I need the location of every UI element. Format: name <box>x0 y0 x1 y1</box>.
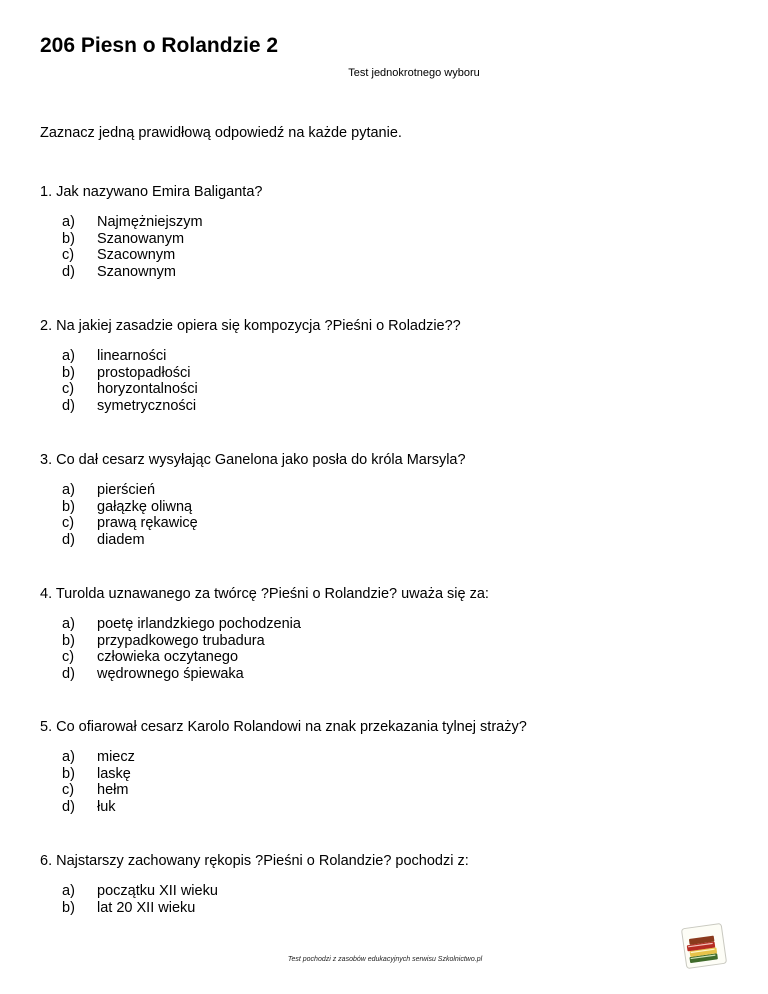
question-1 <box>40 184 262 281</box>
question-text: 1. Jak nazywano Emira Baliganta? <box>40 184 263 200</box>
answer-letter: d) <box>62 799 75 816</box>
answer-text: Najmężniejszym <box>97 214 203 230</box>
answer-letter: d) <box>62 666 75 683</box>
answer-text: diadem <box>97 532 145 549</box>
books-stack-icon <box>680 922 728 970</box>
answer-text: gałązkę oliwną <box>97 498 193 515</box>
answer-text: Szacownym <box>97 247 176 264</box>
answer-option <box>62 348 461 365</box>
answer-letter: a) <box>62 348 75 364</box>
answer-text: prostopadłości <box>97 364 191 381</box>
answer-letter: a) <box>62 482 75 498</box>
answer-letter: c) <box>62 515 75 532</box>
answer-option <box>62 799 527 816</box>
answer-text: łuk <box>97 799 116 816</box>
answer-text: linearności <box>97 348 167 364</box>
answer-text: Szanownym <box>97 264 176 281</box>
page-subtitle: Test jednokrotnego wyboru <box>348 67 480 79</box>
answer-text: prawą rękawicę <box>97 515 198 532</box>
answer-list <box>62 749 527 816</box>
answer-option <box>62 515 466 532</box>
answer-letter: d) <box>62 532 75 549</box>
answer-option <box>62 616 489 633</box>
answer-option <box>62 499 466 516</box>
answer-option <box>62 883 469 900</box>
answer-text: pierścień <box>97 482 156 498</box>
answer-text: początku XII wieku <box>97 883 218 899</box>
answer-text: lat 20 XII wieku <box>97 899 196 916</box>
answer-option <box>62 482 466 499</box>
instruction-text: Zaznacz jedną prawidłową odpowiedź na każde pytanie. <box>40 125 402 141</box>
answer-text: wędrownego śpiewaka <box>97 666 244 683</box>
answer-letter: a) <box>62 749 75 765</box>
answer-option <box>62 749 527 766</box>
answer-option <box>62 633 489 650</box>
answer-option <box>62 782 527 799</box>
answer-list <box>62 482 466 549</box>
question-6 <box>40 853 469 916</box>
answer-option <box>62 532 466 549</box>
answer-letter: b) <box>62 899 75 916</box>
question-text: 3. Co dał cesarz wysyłając Ganelona jako posła do króla Marsyla? <box>40 452 466 468</box>
answer-letter: d) <box>62 264 75 281</box>
answer-option <box>62 900 469 917</box>
answer-letter: b) <box>62 765 75 782</box>
question-2 <box>40 318 461 415</box>
answer-option <box>62 766 527 783</box>
answer-list <box>62 616 489 683</box>
answer-text: laskę <box>97 765 131 782</box>
answer-letter: b) <box>62 230 75 247</box>
answer-letter: b) <box>62 632 75 649</box>
answer-letter: b) <box>62 498 75 515</box>
answer-letter: a) <box>62 214 75 230</box>
answer-text: miecz <box>97 749 135 765</box>
answer-letter: c) <box>62 782 75 799</box>
question-text: 2. Na jakiej zasadzie opiera się kompozycja ?Pieśni o Roladzie?? <box>40 318 461 334</box>
answer-option <box>62 214 262 231</box>
answer-option <box>62 398 461 415</box>
answer-list <box>62 348 461 415</box>
answer-text: hełm <box>97 782 129 799</box>
question-text: 4. Turolda uznawanego za twórcę ?Pieśni o Rolandzie? uważa się za: <box>40 586 489 602</box>
answer-letter: c) <box>62 649 75 666</box>
answer-list <box>62 883 469 916</box>
answer-letter: c) <box>62 381 75 398</box>
question-text: 5. Co ofiarował cesarz Karolo Rolandowi na znak przekazania tylnej straży? <box>40 719 527 735</box>
answer-text: symetryczności <box>97 398 197 415</box>
answer-option <box>62 649 489 666</box>
answer-letter: b) <box>62 364 75 381</box>
footer-note: Test pochodzi z zasobów edukacyjnych serwisu Szkolnictwo.pl <box>287 956 483 963</box>
answer-text: człowieka oczytanego <box>97 649 239 666</box>
answer-text: poetę irlandzkiego pochodzenia <box>97 616 301 632</box>
answer-option <box>62 381 461 398</box>
answer-option <box>62 365 461 382</box>
answer-option <box>62 231 262 248</box>
answer-option <box>62 666 489 683</box>
answer-letter: a) <box>62 616 75 632</box>
question-5 <box>40 719 527 816</box>
answer-text: Szanowanym <box>97 230 185 247</box>
answer-option <box>62 247 262 264</box>
answer-option <box>62 264 262 281</box>
page-title: 206 Piesn o Rolandzie 2 <box>40 34 279 57</box>
answer-letter: d) <box>62 398 75 415</box>
answer-text: przypadkowego trubadura <box>97 632 265 649</box>
answer-letter: a) <box>62 883 75 899</box>
answer-list <box>62 214 262 281</box>
question-4 <box>40 586 489 683</box>
question-text: 6. Najstarszy zachowany rękopis ?Pieśni o Rolandzie? pochodzi z: <box>40 853 469 869</box>
answer-letter: c) <box>62 247 75 264</box>
answer-text: horyzontalności <box>97 381 198 398</box>
question-3 <box>40 452 466 549</box>
